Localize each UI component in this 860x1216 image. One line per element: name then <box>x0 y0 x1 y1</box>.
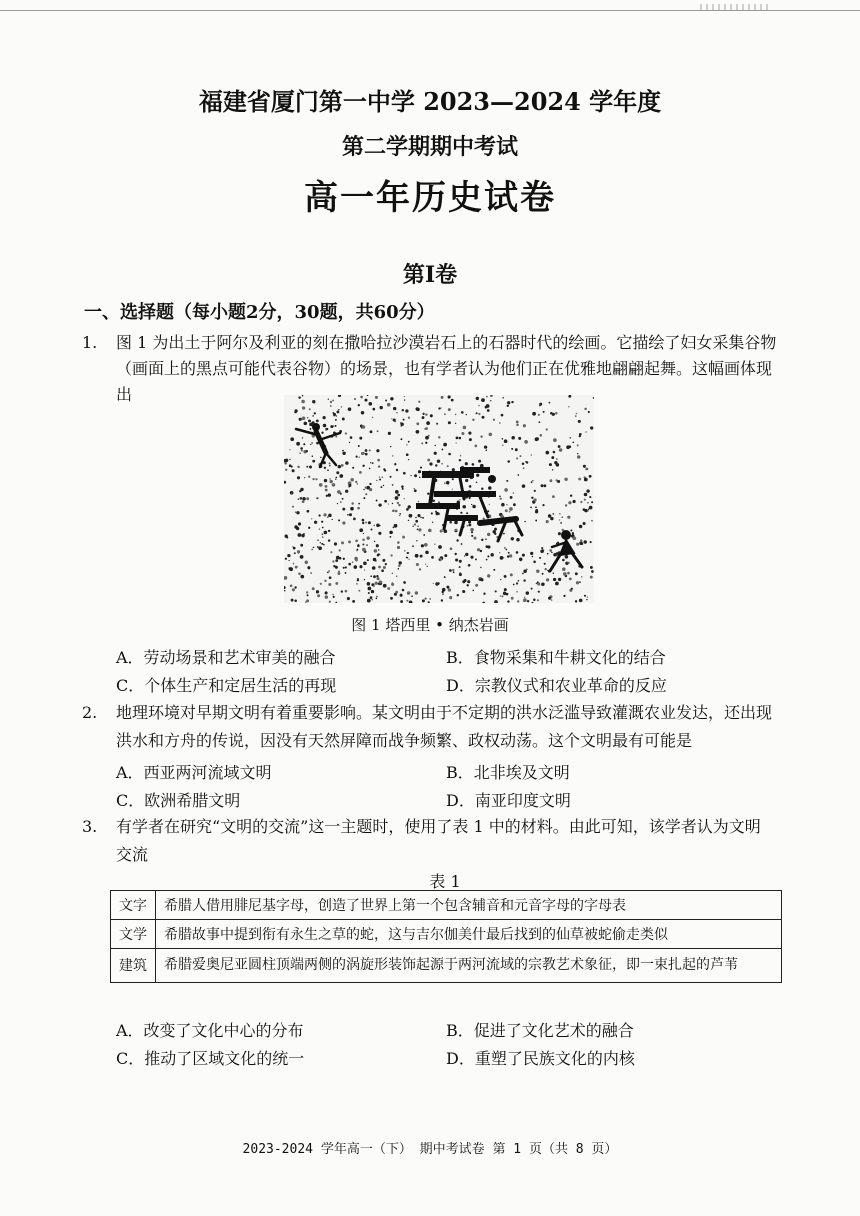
q2-option-d[interactable]: D．南亚印度文明 <box>446 791 571 810</box>
figure-group-center <box>416 467 522 541</box>
school-year-title: 福建省厦门第一中学 2023—2024 学年度 <box>198 87 662 116</box>
q1-option-c[interactable]: C．个体生产和定居生活的再现 <box>116 676 337 695</box>
rock-painting-figure <box>284 395 594 603</box>
table-value-cell: 希腊人借用腓尼基字母，创造了世界上第一个包含辅音和元音字母的字母表 <box>156 891 782 920</box>
q3-option-b[interactable]: B．促进了文化艺术的融合 <box>446 1021 634 1040</box>
q1-line-3: 出 <box>116 385 133 404</box>
q1-option-b[interactable]: B．食物采集和牛耕文化的结合 <box>446 648 666 667</box>
table-key-cell: 建筑 <box>111 949 156 983</box>
table-value-cell: 希腊爱奥尼亚圆柱顶端两侧的涡旋形装饰起源于两河流域的宗教艺术象征，即一束扎起的芦苇 <box>156 949 782 983</box>
scan-corner-marks <box>700 4 770 10</box>
table-row <box>111 920 782 949</box>
q3-option-a[interactable]: A．改变了文化中心的分布 <box>116 1021 304 1040</box>
q2-option-a[interactable]: A．西亚两河流域文明 <box>116 763 272 782</box>
table-caption: 表 1 <box>429 872 461 891</box>
table-key-cell: 文字 <box>111 891 156 920</box>
q1-line-1: 图 1 为出土于阿尔及利亚的刻在撒哈拉沙漠岩石上的石器时代的绘画。它描绘了妇女采集谷物 <box>116 333 777 352</box>
figure-caption: 图 1 塔西里 • 纳杰岩画 <box>351 616 509 634</box>
page-footer: 2023-2024 学年高一（下） 期中考试卷 第 1 页（共 8 页） <box>242 1142 618 1157</box>
table-value-cell: 希腊故事中提到衔有永生之草的蛇，这与吉尔伽美什最后找到的仙草被蛇偷走类似 <box>156 920 782 949</box>
material-table <box>110 890 782 983</box>
q1-line-2: （画面上的黑点可能代表谷物）的场景，也有学者认为他们正在优雅地翩翩起舞。这幅画体现 <box>116 359 773 378</box>
q1-number: 1. <box>82 333 98 352</box>
q3-number: 3. <box>82 817 98 836</box>
q1-option-a[interactable]: A．劳动场景和艺术审美的融合 <box>116 648 336 667</box>
q3-option-c[interactable]: C．推动了区域文化的统一 <box>116 1049 305 1068</box>
figure-dancer-right <box>550 530 582 571</box>
q2-option-c[interactable]: C．欧洲希腊文明 <box>116 791 241 810</box>
q3-option-d[interactable]: D．重塑了民族文化的内核 <box>446 1049 635 1068</box>
q1-option-d[interactable]: D．宗教仪式和农业革命的反应 <box>446 676 667 695</box>
volume-heading: 第Ⅰ卷 <box>402 262 458 288</box>
q3-line-1: 有学者在研究“文明的交流”这一主题时，使用了表 1 中的材料。由此可知，该学者认为文明 <box>116 817 761 836</box>
q3-line-2: 交流 <box>116 845 149 864</box>
table-key-cell: 文学 <box>111 920 156 949</box>
paper-title: 高一年历史试卷 <box>304 178 556 218</box>
table-row <box>111 949 782 983</box>
figure-dancer-left <box>296 423 340 467</box>
rock-painting-image <box>284 395 594 603</box>
exam-title: 第二学期期中考试 <box>341 134 518 160</box>
q2-option-b[interactable]: B．北非埃及文明 <box>446 763 570 782</box>
q2-number: 2. <box>82 703 98 722</box>
table-row <box>111 891 782 920</box>
scan-top-border <box>0 10 860 11</box>
q2-line-1: 地理环境对早期文明有着重要影响。某文明由于不定期的洪水泛滥导致灌溉农业发达，还出现 <box>116 703 773 722</box>
q2-line-2: 洪水和方舟的传说，因没有天然屏障而战争频繁、政权动荡。这个文明最有可能是 <box>116 731 693 750</box>
section-heading: 一、选择题（每小题2分，30题，共60分） <box>84 302 435 323</box>
